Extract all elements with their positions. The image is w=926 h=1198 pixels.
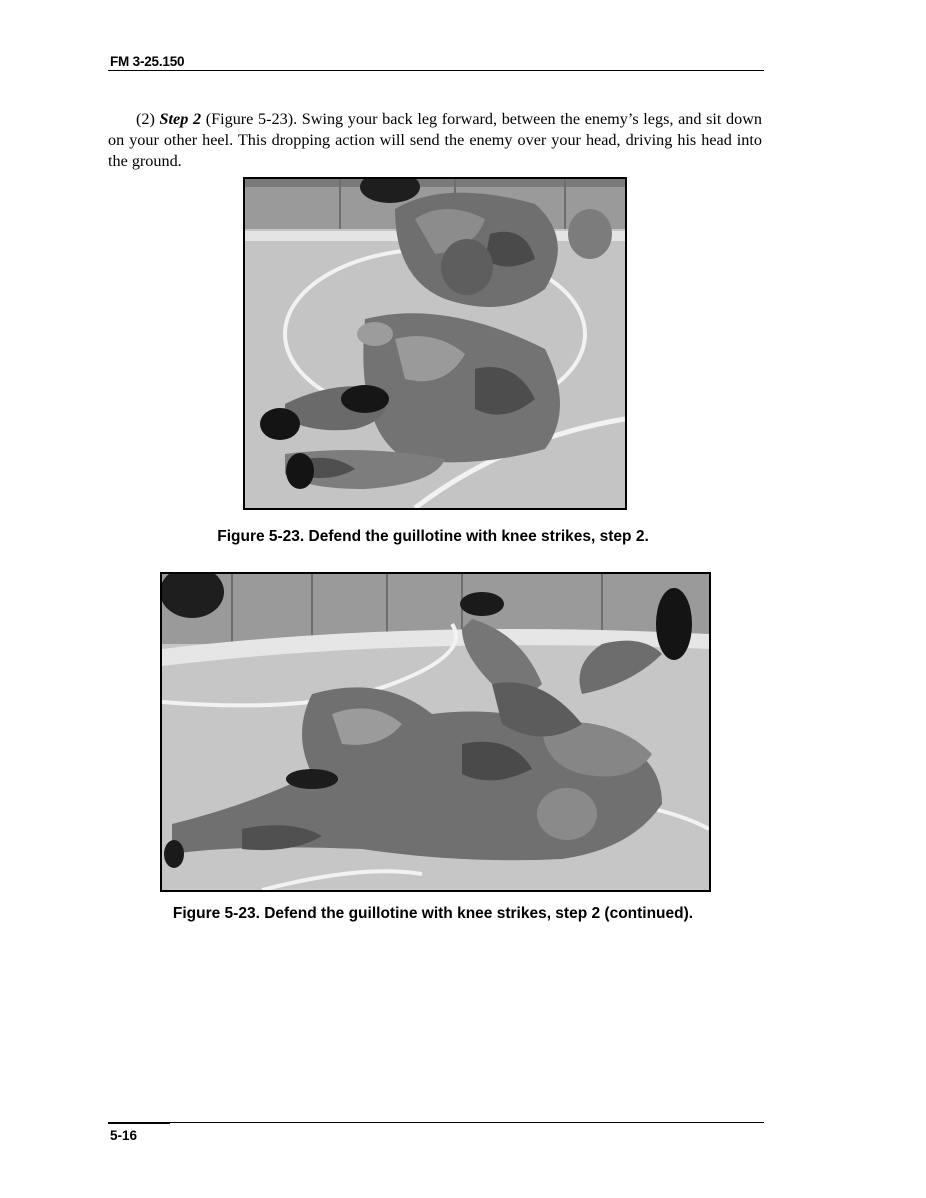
figure-caption-1: Figure 5-23. Defend the guillotine with knee strikes, step 2.	[217, 528, 649, 545]
step-number: (2)	[136, 110, 160, 128]
page-number: 5-16	[110, 1128, 138, 1143]
header-rule	[108, 70, 764, 71]
footer-rule	[108, 1122, 764, 1123]
figure-photo-step-2	[243, 177, 627, 510]
step-paragraph	[108, 109, 762, 172]
step-label: Step 2	[159, 110, 202, 128]
figure-photo-step-2-continued	[160, 572, 711, 892]
figure-caption-2: Figure 5-23. Defend the guillotine with knee strikes, step 2 (continued).	[172, 905, 694, 922]
footer-rule-accent	[108, 1122, 170, 1124]
running-header: FM 3-25.150	[110, 54, 185, 69]
step-text: (Figure 5-23). Swing your back leg forward, between the enemy’s legs, and sit down on your other heel. This dropping action will send the enemy over your head, driving his head into the ground.	[108, 110, 763, 170]
